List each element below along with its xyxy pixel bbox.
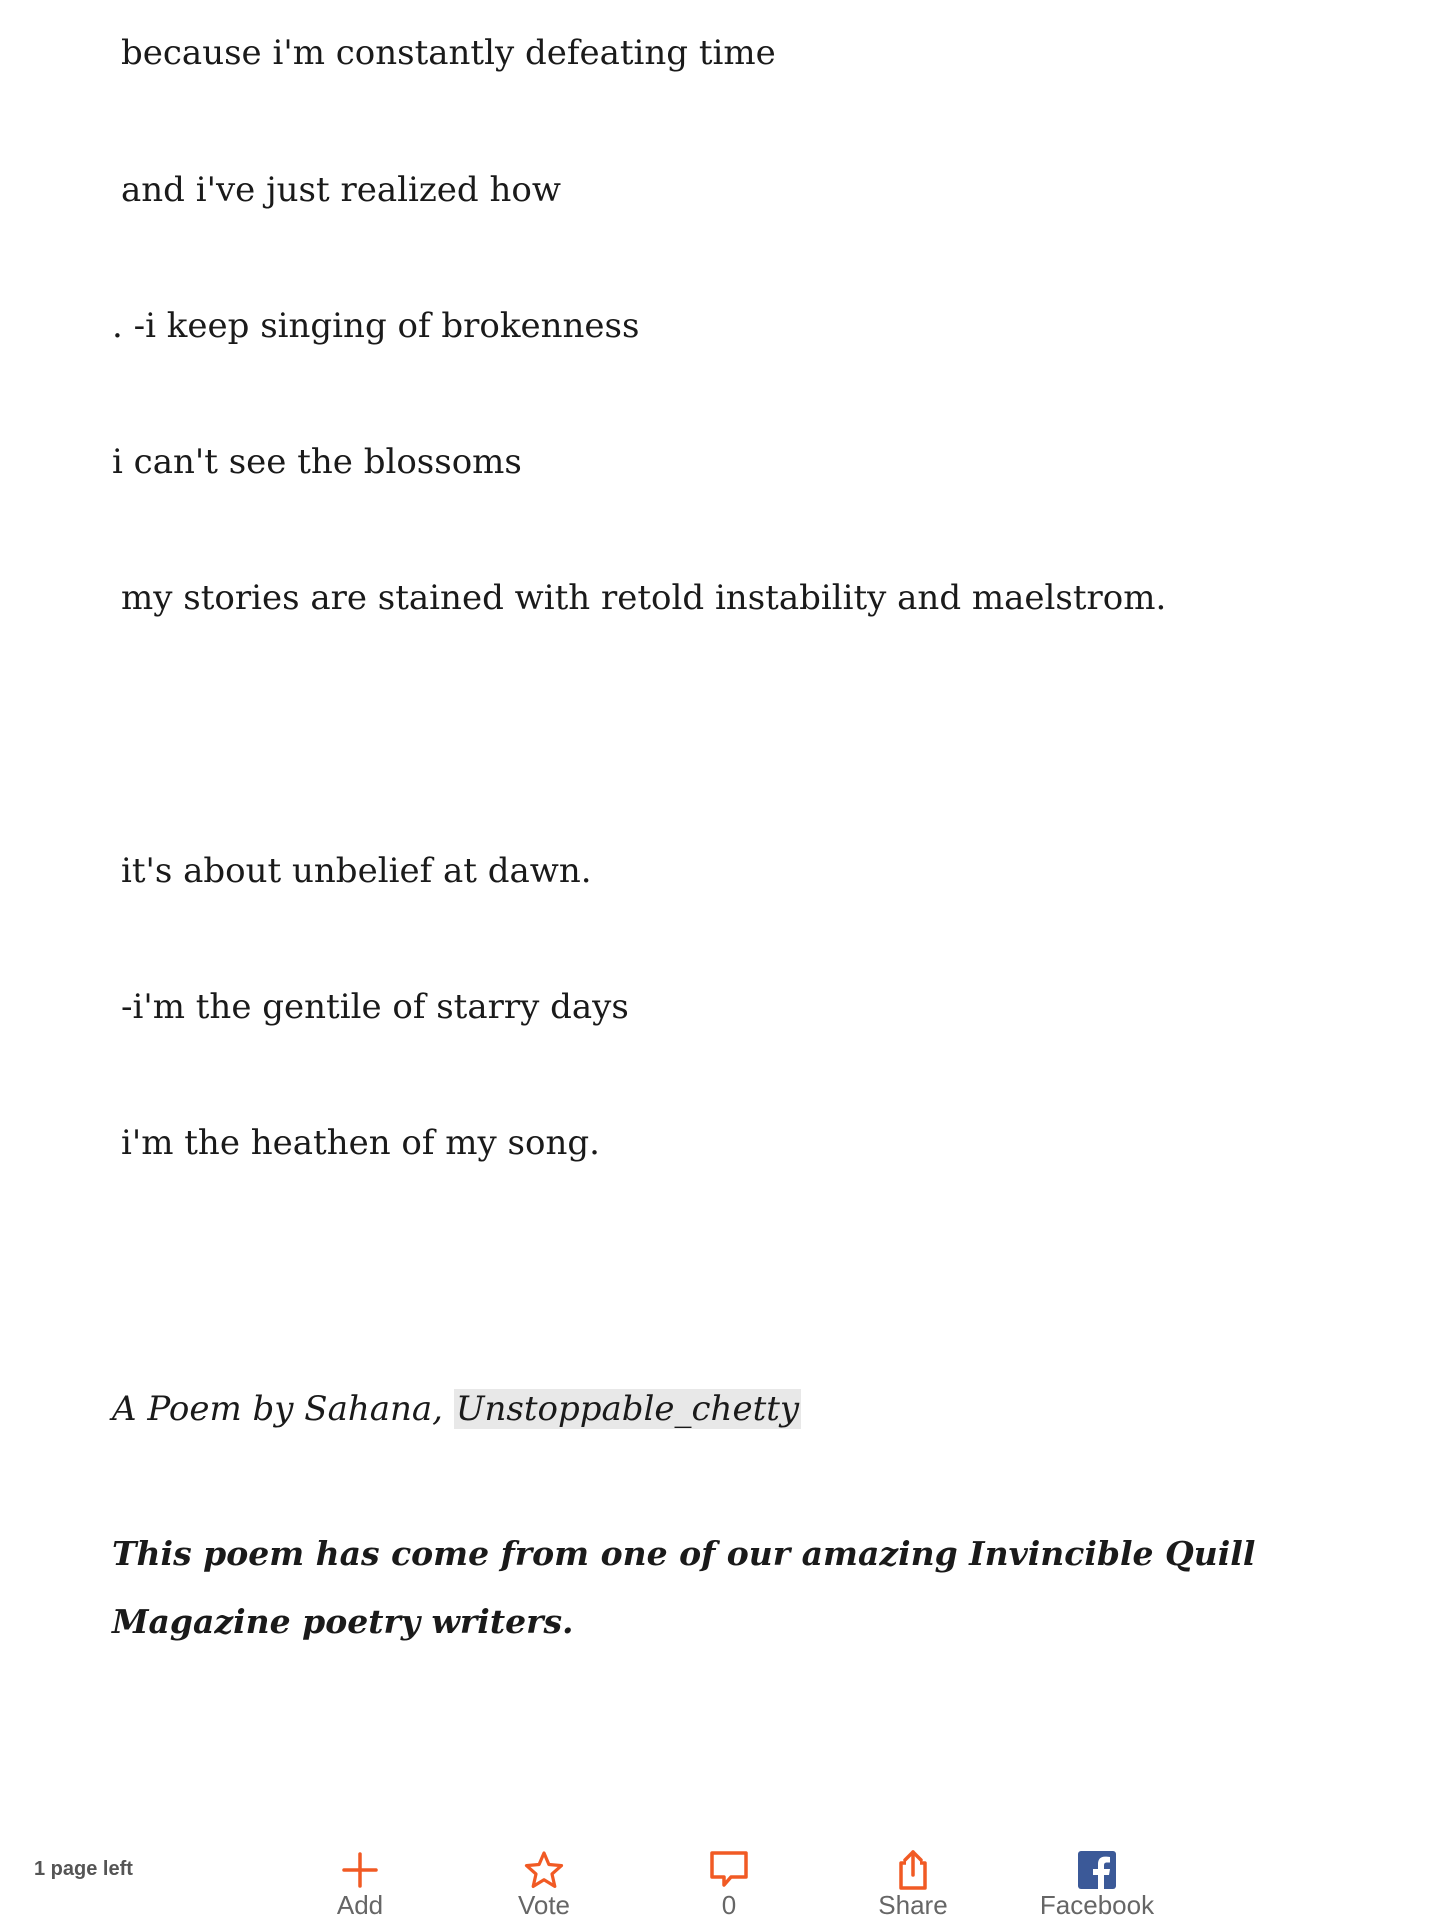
add-label: Add [336, 1890, 384, 1920]
pages-left-indicator: 1 page left [34, 1858, 133, 1880]
share-button[interactable] [843, 1840, 983, 1920]
poem-line: . -i keep singing of brokenness [112, 306, 640, 346]
author-mention-link[interactable]: Unstoppable_chetty [455, 1389, 800, 1429]
poem-credit [112, 1387, 801, 1431]
share-label: Share [878, 1890, 948, 1920]
poem-line: -i'm the gentile of starry days [121, 987, 629, 1027]
share-icon [891, 1848, 935, 1892]
vote-button[interactable] [474, 1840, 614, 1920]
facebook-icon [1075, 1848, 1119, 1892]
credit-text: A Poem by Sahana, [112, 1389, 443, 1429]
bottom-toolbar [0, 1840, 1440, 1920]
poem-line: and i've just realized how [121, 170, 561, 210]
add-button[interactable] [290, 1840, 430, 1920]
poem-line: my stories are stained with retold instability and maelstrom. [121, 578, 1167, 618]
comments-button[interactable] [659, 1840, 799, 1920]
star-icon [522, 1848, 566, 1892]
poem-line: i'm the heathen of my song. [121, 1123, 600, 1163]
comments-count: 0 [721, 1890, 737, 1920]
poem-line: because i'm constantly defeating time [121, 33, 776, 73]
facebook-label: Facebook [1039, 1890, 1155, 1920]
poem-line: it's about unbelief at dawn. [121, 851, 592, 891]
comment-icon [707, 1848, 751, 1892]
plus-icon [338, 1848, 382, 1892]
facebook-button[interactable] [1027, 1840, 1167, 1920]
poem-line: i can't see the blossoms [112, 442, 522, 482]
vote-label: Vote [517, 1890, 571, 1920]
magazine-note: This poem has come from one of our amazing Invincible Quill Magazine poetry writers. [112, 1534, 1256, 1641]
